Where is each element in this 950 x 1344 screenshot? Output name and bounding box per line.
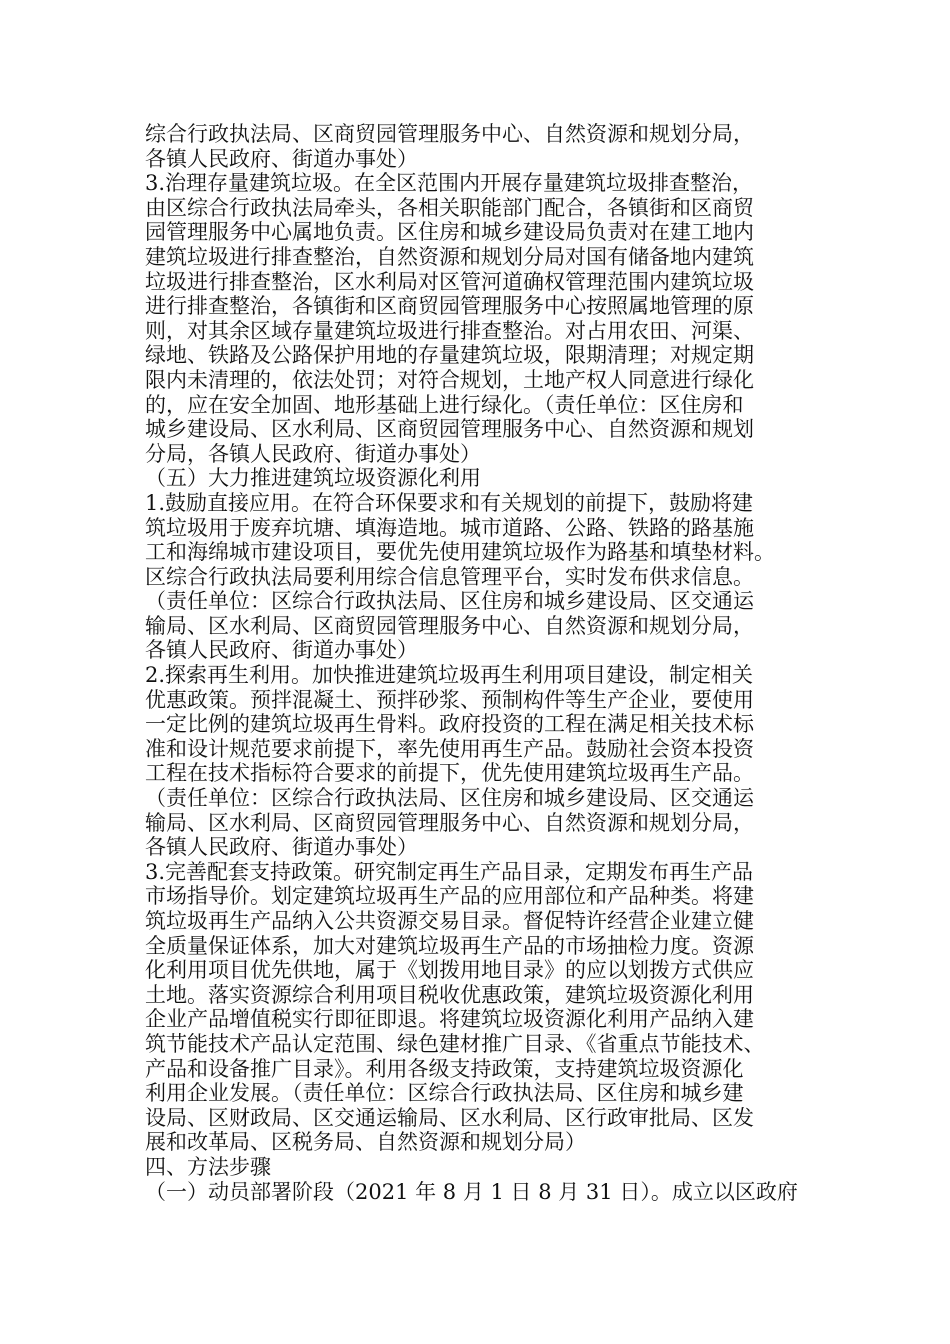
text-line: 则，对其余区域存量建筑垃圾进行排查整治。对占用农田、河渠、 [145,318,754,343]
text-line: 绿地、铁路及公路保护用地的存量建筑垃圾，限期清理；对规定期 [145,343,754,368]
text-line: 3.治理存量建筑垃圾。在全区范围内开展存量建筑垃圾排查整治， [145,171,754,196]
text-line: 由区综合行政执法局牵头，各相关职能部门配合，各镇街和区商贸 [145,195,754,220]
text-line: 化利用项目优先供地，属于《划拨用地目录》的应以划拨方式供应 [145,958,754,983]
section-heading: 四、方法步骤 [145,1154,271,1179]
text-line: 2.探索再生利用。加快推进建筑垃圾再生利用项目建设，制定相关 [145,663,754,688]
section-heading: （五）大力推进建筑垃圾资源化利用 [145,466,481,491]
text-line: 企业产品增值税实行即征即退。将建筑垃圾资源化利用产品纳入建 [145,1007,754,1032]
text-line: 土地。落实资源综合利用项目税收优惠政策，建筑垃圾资源化利用 [145,982,754,1007]
text-line: 产品和设备推广目录》。利用各级支持政策，支持建筑垃圾资源化 [145,1056,744,1081]
text-line: 输局、区水利局、区商贸园管理服务中心、自然资源和规划分局， [145,810,754,835]
text-line: 城乡建设局、区水利局、区商贸园管理服务中心、自然资源和规划 [145,417,754,442]
text-line: 综合行政执法局、区商贸园管理服务中心、自然资源和规划分局， [145,122,754,146]
text-line: （一）动员部署阶段（2021 年 8 月 1 日 8 月 31 日）。成立以区政府 [145,1179,798,1204]
text-line: 各镇人民政府、街道办事处） [145,638,418,663]
text-line: 分局，各镇人民政府、街道办事处） [145,441,481,466]
document-body [145,122,810,1204]
text-line: 准和设计规范要求前提下，率先使用再生产品。鼓励社会资本投资 [145,736,754,761]
text-line: 展和改革局、区税务局、自然资源和规划分局） [145,1130,586,1155]
text-line: 限内未清理的，依法处罚；对符合规划，土地产权人同意进行绿化 [145,367,754,392]
text-line: 一定比例的建筑垃圾再生骨料。政府投资的工程在满足相关技术标 [145,712,754,737]
text-line: 的，应在安全加固、地形基础上进行绿化。（责任单位：区住房和 [145,392,744,417]
text-line: 设局、区财政局、区交通运输局、区水利局、区行政审批局、区发 [145,1105,754,1130]
text-line: 各镇人民政府、街道办事处） [145,835,418,860]
text-line: （责任单位：区综合行政执法局、区住房和城乡建设局、区交通运 [145,589,754,614]
text-line: 工和海绵城市建设项目，要优先使用建筑垃圾作为路基和填垫材料。 [145,540,775,565]
text-line: 市场指导价。划定建筑垃圾再生产品的应用部位和产品种类。将建 [145,884,754,909]
text-line: 建筑垃圾进行排查整治，自然资源和规划分局对国有储备地内建筑 [145,244,754,269]
text-line: 利用企业发展。（责任单位：区综合行政执法局、区住房和城乡建 [145,1081,744,1106]
text-line: 园管理服务中心属地负责。区住房和城乡建设局负责对在建工地内 [145,220,754,245]
text-line: 筑垃圾用于废弃坑塘、填海造地。城市道路、公路、铁路的路基施 [145,515,754,540]
text-line: 区综合行政执法局要利用综合信息管理平台，实时发布供求信息。 [145,564,754,589]
text-line: （责任单位：区综合行政执法局、区住房和城乡建设局、区交通运 [145,786,754,811]
text-line: 输局、区水利局、区商贸园管理服务中心、自然资源和规划分局， [145,613,754,638]
text-line: 1.鼓励直接应用。在符合环保要求和有关规划的前提下，鼓励将建 [145,490,754,515]
text-line: 筑节能技术产品认定范围、绿色建材推广目录、《省重点节能技术、 [145,1031,765,1056]
text-line: 筑垃圾再生产品纳入公共资源交易目录。督促特许经营企业建立健 [145,909,754,933]
text-line: 优惠政策。预拌混凝土、预拌砂浆、预制构件等生产企业，要使用 [145,687,754,712]
text-line: 各镇人民政府、街道办事处） [145,146,418,171]
text-line: 垃圾进行排查整治，区水利局对区管河道确权管理范围内建筑垃圾 [145,269,754,294]
text-line: 全质量保证体系，加大对建筑垃圾再生产品的市场抽检力度。资源 [145,933,754,958]
text-line: 3.完善配套支持政策。研究制定再生产品目录，定期发布再生产品 [145,859,754,884]
text-line: 进行排查整治，各镇街和区商贸园管理服务中心按照属地管理的原 [145,294,754,319]
text-line: 工程在技术指标符合要求的前提下，优先使用建筑垃圾再生产品。 [145,761,754,786]
